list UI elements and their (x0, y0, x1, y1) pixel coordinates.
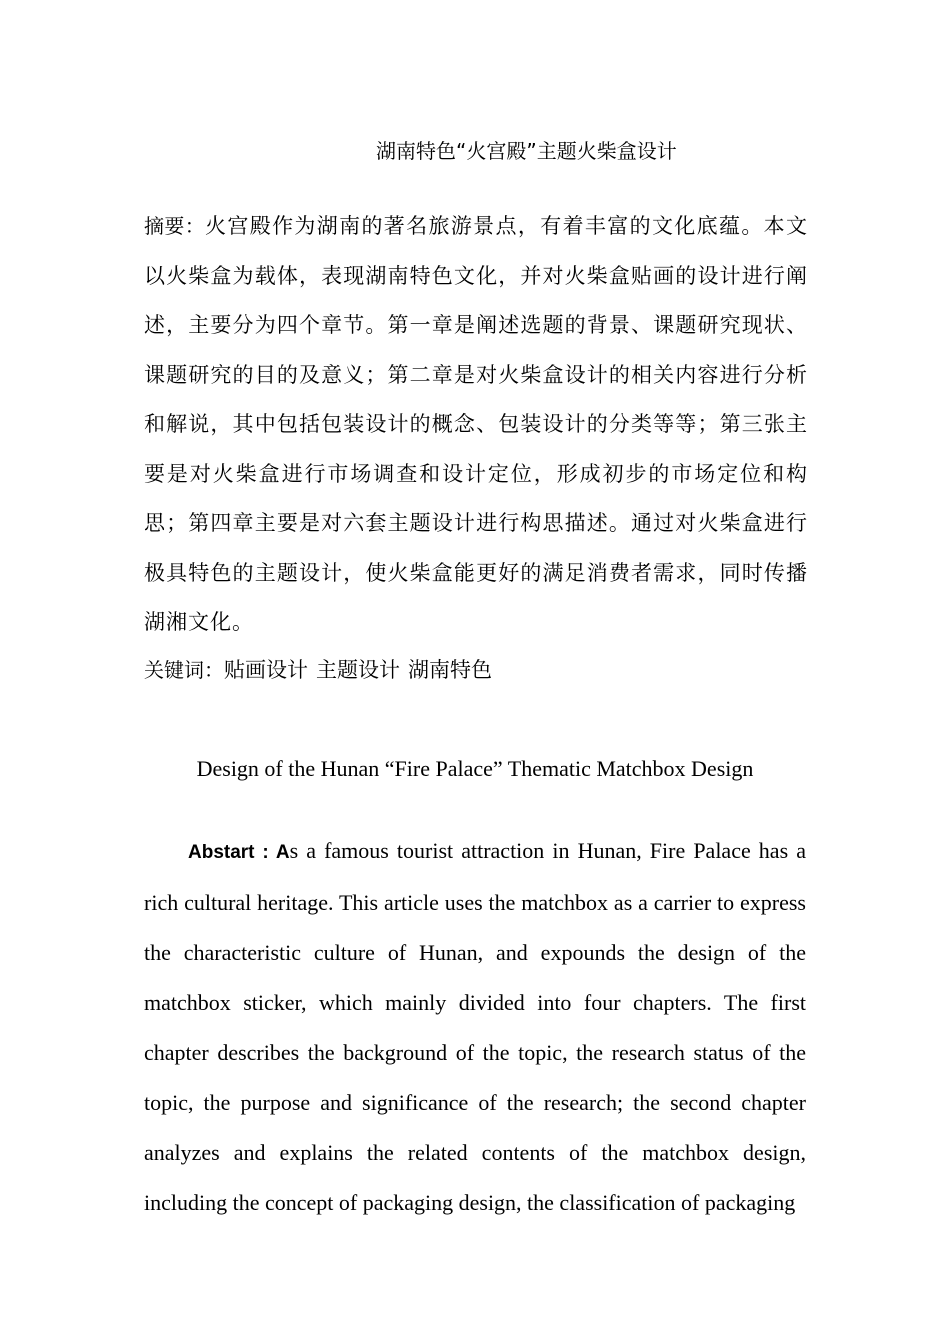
keyword: 贴画设计 (224, 658, 308, 682)
chinese-abstract-label: 摘要： (144, 214, 206, 238)
english-title: Design of the Hunan “Fire Palace” Thematic Matchbox Design (196, 756, 754, 781)
chinese-abstract-text: 火宫殿作为湖南的著名旅游景点，有着丰富的文化底蕴。本文以火柴盒为载体，表现湖南特色文化，并对火柴盒贴画的设计进行阐述，主要分为四个章节。第一章是阐述选题的背景、课题研究现状、课题研究的目的及意义；第二章是对火柴盒设计的相关内容进行分析和解说，其中包括包装设计的概念、包装设计的分类等等；第三张主要是对火柴盒进行市场调查和设计定位，形成初步的市场定位和构思；第四章主要是对六套主题设计进行构思描述。通过对火柴盒进行极具特色的主题设计，使火柴盒能更好的满足消费者需求，同时传播湖湘文化。 (144, 214, 809, 634)
keyword: 湖南特色 (408, 658, 492, 682)
chinese-keywords (144, 652, 808, 688)
english-abstract-label: Abstart : A (188, 842, 290, 863)
keyword: 主题设计 (316, 658, 400, 682)
chinese-keywords-label: 关键词： (144, 658, 224, 682)
english-abstract (144, 826, 806, 1228)
chinese-abstract (144, 202, 808, 648)
english-abstract-text: s a famous tourist attraction in Hunan, Fire Palace has a rich cultural heritage. This article uses the matchbox as a carrier to express the characteristic culture of Hunan, and expounds the design of the matchbox sticker, which mainly divided into four chapters. The first chapter describes the background of the topic, the research status of the topic, the purpose and significance of the research; the second chapter analyzes and explains the related contents of the matchbox design, including the concept of packaging design, the classification of packaging (144, 838, 806, 1215)
chinese-title: 湖南特色“火宫殿”主题火柴盒设计 (376, 139, 677, 163)
